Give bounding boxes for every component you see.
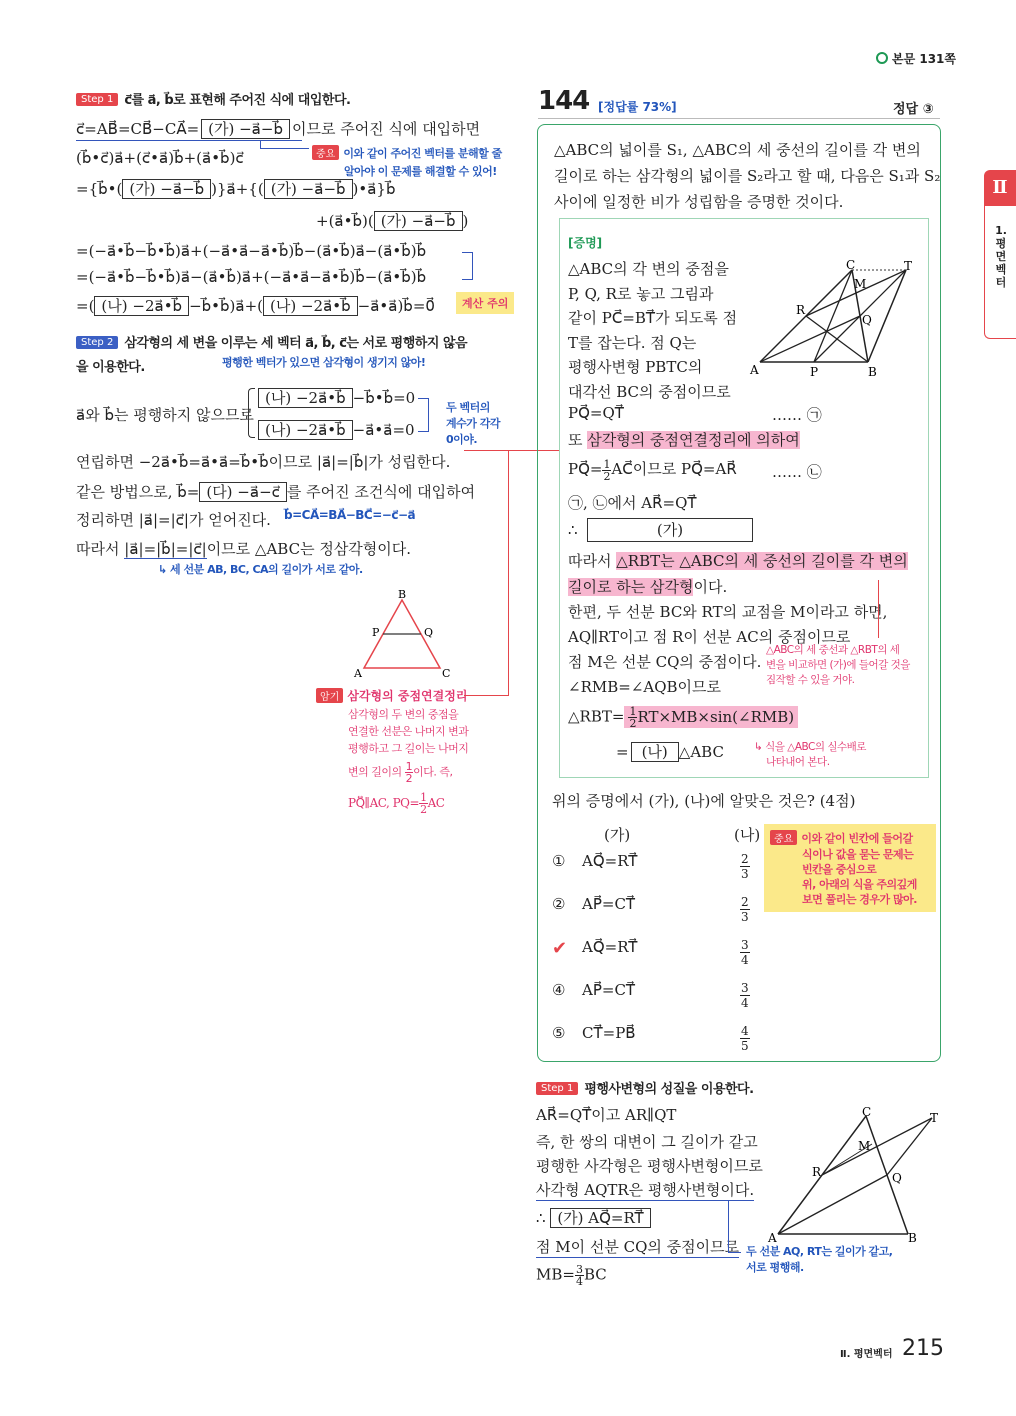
sol-l1: AR⃗=QT⃗이고 AR∥QT [536, 1106, 677, 1124]
memo-half [405, 761, 414, 784]
side-roman-text: Ⅱ [992, 177, 1008, 198]
proof-eq4a: △RBT= [568, 707, 625, 726]
memo-line-4 [348, 761, 516, 784]
label-q: Q [424, 626, 434, 639]
system-bracket [418, 398, 429, 432]
problem-line-3: 사이에 일정한 비가 성립함을 증명한 것이다. [554, 193, 844, 211]
note-compare-2: 변을 비교하면 (가)에 들어갈 것을 [766, 659, 910, 671]
memo-line-2: 연결한 선분은 나머지 변과 [348, 725, 469, 738]
sol-rt [822, 1118, 932, 1175]
proof-p2b: 삼각형의 중점연결정리에 의하여 [587, 431, 800, 449]
fig-r: R [796, 303, 806, 317]
sol-fig-b: B [908, 1231, 917, 1244]
fig-m: M [854, 277, 867, 291]
sol-aq [778, 1175, 887, 1234]
blank-da: (다) −a⃗−c⃗ [199, 482, 287, 502]
eq3-a: ={b⃗•( [76, 180, 123, 198]
sol-step1-tag: Step 1 [536, 1082, 578, 1095]
eq10-a: 같은 방법으로, b⃗= [76, 483, 200, 501]
proof-intro-1: △ABC의 각 변의 중점을 [568, 260, 729, 278]
memo-formula-b: AC [427, 796, 445, 810]
sol-step1 [536, 1078, 754, 1097]
proof-therefore [568, 521, 578, 539]
choice-1-ga: AQ⃗=RT⃗ [582, 852, 638, 870]
choice-1-den: 3 [741, 867, 749, 881]
blank-na-1: (나) −2a⃗•b⃗ [94, 296, 189, 316]
choice-1-na [740, 852, 750, 881]
label-c: C [442, 667, 451, 680]
midpoint-triangle-figure [350, 588, 460, 680]
step2-text: 삼각형의 세 변을 이루는 세 벡터 a⃗, b⃗, c⃗는 서로 평행하지 않음 [124, 336, 468, 351]
seg-aq [760, 316, 860, 362]
choice-3-den: 4 [741, 953, 749, 967]
important-text2: 알아야 이 문제를 해결할 수 있어! [344, 165, 497, 178]
proof-eq2a: PQ⃗= [568, 460, 603, 478]
eq-line-7 [76, 296, 435, 316]
check-icon: ✔ [552, 938, 568, 959]
fig-a: A [750, 363, 759, 377]
eq12-a: 따라서 [76, 540, 120, 558]
memo-connector [464, 450, 509, 696]
fig-t: T [904, 259, 913, 273]
step2-text2: 을 이용한다. [76, 360, 145, 375]
note-coef-2: 계수가 각각 [446, 417, 500, 430]
choice-3[interactable] [552, 938, 772, 967]
problem-line-2: 길이로 하는 삼각형의 넓이를 S₂라고 할 때, 다음은 S₁과 S₂ [554, 167, 941, 185]
sol-step1-text: 평행사변형의 성질을 이용한다. [584, 1082, 754, 1097]
proof-eq4-hl [624, 706, 798, 728]
sol-note [746, 1244, 892, 1276]
eq4-a: +(a⃗•b⃗)( [316, 212, 374, 230]
choice-2-num: ② [552, 895, 566, 913]
note-bca: b⃗=CA⃗=BA⃗−BC⃗=−c⃗−a⃗ [284, 508, 416, 522]
sol-l6a: MB= [536, 1265, 575, 1284]
memo-line-1: 삼각형의 두 변의 중점을 [348, 708, 459, 721]
footer-section: Ⅱ. 평면벡터 [840, 1349, 893, 1360]
choice-1-num: ① [552, 852, 566, 870]
memo-line-4b: 이다. 즉, [413, 765, 453, 779]
eq12-c: 이므로 △ABC는 정삼각형이다. [206, 540, 412, 558]
proof-p2a: 또 [568, 431, 583, 449]
eq-line-5: =(−a⃗•b⃗−b⃗•b⃗)a⃗+(−a⃗•a⃗−a⃗•b⃗)b⃗−(a⃗•b⃗)a⃗−(a⃗•b⃗)b⃗ [76, 242, 427, 260]
therefore-sign: ∴ [568, 521, 578, 539]
sol-qt [887, 1118, 932, 1175]
left-step1 [76, 89, 350, 108]
blank-ga-proof [587, 518, 753, 542]
step1-tag: Step 1 [76, 93, 118, 106]
seg-pc [814, 270, 852, 362]
memo-midpoint-theorem [316, 686, 516, 815]
fig-q: Q [862, 313, 872, 327]
choice-2-den: 3 [741, 910, 749, 924]
choice-2-ga: AP⃗=CT⃗ [582, 895, 636, 913]
sol-l6-num: 3 [575, 1263, 583, 1276]
blank-ga-1: (가) −a⃗−b⃗ [201, 119, 290, 139]
proof-figure [748, 258, 924, 380]
proof-p3-2 [568, 576, 727, 597]
problem-statement [554, 137, 940, 215]
side-roman [984, 170, 1016, 206]
memo-body [348, 706, 516, 815]
system-eq-2 [258, 420, 415, 440]
seg-bt [868, 270, 906, 362]
proof-eq4-den: 2 [629, 717, 637, 730]
eq-line-1 [76, 118, 480, 139]
proof-p2 [568, 429, 800, 450]
important-text1: 이와 같이 주어진 벡터를 분해할 줄 [343, 147, 502, 160]
choice-5-num: ⑤ [552, 1024, 566, 1042]
blank-na-2: (나) −2a⃗•b⃗ [263, 296, 358, 316]
side-chapter-4: 벡 [995, 263, 1007, 276]
note-compare [766, 643, 910, 688]
sol-l6-frac [575, 1264, 584, 1287]
note-coef [446, 400, 500, 448]
question-text: 위의 증명에서 (가), (나)에 알맞은 것은? (4점) [552, 792, 856, 810]
side-chapter-1: 1. [995, 224, 1007, 237]
note-sides-text: 세 선분 AB, BC, CA의 길이가 서로 같아. [170, 563, 363, 576]
fig-b: B [868, 365, 877, 379]
sol-fig-t: T [930, 1111, 939, 1125]
note-coef-1: 두 벡터의 [446, 401, 490, 414]
page-reference-text: 본문 131쪽 [892, 52, 957, 66]
eq-line-11: 정리하면 |a⃗|=|c⃗|가 얻어진다. [76, 511, 271, 529]
sol-l6-den: 4 [575, 1275, 583, 1288]
proof-p3a: 따라서 [568, 552, 612, 570]
proof-p3b: △RBT는 △ABC의 세 중선의 길이를 각 변의 [616, 552, 908, 570]
choice-5[interactable] [552, 1024, 772, 1053]
proof-eq2b: AC⃗이므로 PQ⃗=AR⃗ [611, 460, 737, 478]
step2-tag: Step 2 [76, 336, 118, 349]
sol-ga-box: (가) AQ⃗=RT⃗ [550, 1208, 650, 1228]
fig-c: C [846, 258, 856, 272]
sol-l5: 점 M이 선분 CQ의 중점이므로 [536, 1238, 740, 1256]
choice-4-ga: AP⃗=CT⃗ [582, 981, 636, 999]
choice-5-ga: CT⃗=PB⃗ [582, 1024, 636, 1042]
col-header-na: (나) [734, 826, 761, 844]
note-compare-1: △ABC의 세 중선과 △RBT의 세 [766, 644, 900, 656]
system-brace [248, 388, 255, 438]
choice-2-na [740, 895, 750, 924]
side-chapter-5: 터 [995, 276, 1007, 289]
note-parallel: 평행한 벡터가 있으면 삼각형이 생기지 않아! [222, 356, 426, 369]
page-reference [876, 50, 956, 67]
eq-line-6: =(−a⃗•b⃗−b⃗•b⃗)a⃗−(a⃗•b⃗)a⃗+(−a⃗•a⃗−a⃗•b⃗)b⃗−(a⃗•b⃗)b⃗ [76, 268, 427, 286]
proof-eq2-den: 2 [603, 469, 611, 483]
memo-formula-den: 2 [420, 803, 427, 816]
proof-eq5b: △ABC [678, 743, 724, 761]
note-sides: ↳ 세 선분 AB, BC, CA의 길이가 서로 같아. [158, 563, 363, 576]
proof-eq1-text: PQ⃗=QT⃗ [568, 404, 624, 422]
sol-l6b: BC [583, 1265, 607, 1284]
bracket-swap [462, 252, 473, 280]
proof-intro-2: P, Q, R로 놓고 그림과 [568, 284, 714, 303]
choice-4-na [740, 981, 750, 1010]
side-chapter-2: 평 [995, 237, 1007, 250]
eq7-b: −b⃗•b⃗)a⃗+( [189, 297, 263, 315]
proof-eq2 [568, 458, 737, 482]
note-blank-3: 빈칸을 중심으로 [802, 863, 877, 876]
sol-note-1: 두 선분 AQ, RT는 길이가 같고, [746, 1245, 893, 1258]
choice-4-num-frac: 3 [741, 981, 749, 995]
sol-therefore: ∴ [536, 1209, 546, 1227]
blank-ga-2: (가) −a⃗−b⃗ [122, 179, 211, 199]
col-header-ga: (가) [604, 826, 631, 844]
sol-fig-a: A [768, 1231, 777, 1244]
eq3-b: )}a⃗+{( [211, 180, 264, 198]
solution-figure [764, 1104, 944, 1244]
proof-eq5 [616, 742, 724, 762]
eq7-a: =( [76, 297, 95, 315]
blank-ga-3: (가) −a⃗−b⃗ [264, 179, 353, 199]
note-compare-3: 짐작할 수 있을 거야. [766, 674, 855, 686]
system-eq-1 [258, 388, 415, 408]
proof-p3d: 이다. [693, 578, 728, 596]
proof-intro-4: T를 잡는다. 점 Q는 [568, 333, 697, 352]
eq-line-10 [76, 481, 475, 502]
note-multi-1-text: 식을 △ABC의 실수배로 [765, 741, 866, 753]
sol-l3: 사각형 AQTR은 평행사변형이다. [536, 1181, 755, 1199]
sys1-text: −b⃗•b⃗=0 [352, 389, 416, 407]
proof-intro-5: 평행사변형 PBTC의 [568, 358, 703, 376]
fig-p: P [810, 365, 819, 379]
blank-na-3: (나) −2a⃗•b⃗ [258, 388, 353, 408]
proof-eq2-num-label: …… ㉡ [772, 463, 822, 481]
proof-eq2-num: 1 [603, 457, 611, 471]
sol-fig-q: Q [892, 1171, 902, 1185]
sol-l4 [536, 1208, 651, 1228]
proof-label: [증명] [568, 236, 603, 250]
memo-half-den: 2 [405, 772, 413, 785]
memo-formula-a: PQ⃡∥AC, PQ= [348, 796, 420, 810]
label-b: B [398, 588, 407, 601]
note-blank-rest [802, 847, 936, 907]
eq10-b: 를 주어진 조건식에 대입하여 [286, 483, 476, 501]
note-blank-badge: 중요 [770, 830, 797, 845]
sol-note-2: 서로 평행해. [746, 1261, 804, 1274]
proof-intro-6: 대각선 BC의 중점이므로 [568, 382, 731, 401]
proof-p3 [568, 550, 908, 571]
header-rule [538, 118, 940, 119]
eq-line-8: a⃗와 b⃗는 평행하지 않으므로 [76, 406, 254, 424]
proof-eq1 [568, 404, 624, 422]
note-blank [764, 824, 936, 912]
eq12-b: |a⃗|=|b⃗|=|c⃗| [124, 540, 207, 558]
memo-line-4a: 변의 길이의 [348, 765, 402, 779]
sys2-text: −a⃗•a⃗=0 [352, 421, 415, 439]
eq3-c: )•a⃗}b⃗ [352, 180, 396, 198]
choice-3-na [740, 938, 750, 967]
side-chapter-3: 면 [995, 250, 1007, 263]
proof-intro-3: 같이 PC⃗=BT⃗가 되도록 점 [568, 309, 738, 327]
answer-label: 정답 ③ [893, 102, 934, 117]
choice-1[interactable] [552, 852, 772, 881]
blank-ga-proof-text: (가) [656, 521, 684, 539]
memo-badge: 암기 [316, 688, 343, 703]
memo-line-3: 평행하고 그 길이는 나머지 [348, 742, 469, 755]
proof-intro [568, 257, 737, 404]
sol-l2 [536, 1130, 763, 1178]
arrow-1 [260, 140, 309, 149]
blank-ga-4: (가) −a⃗−b⃗ [374, 211, 463, 231]
eq-line-3 [76, 179, 396, 199]
proof-eq5a: = [616, 743, 629, 761]
left-step2 [76, 332, 467, 351]
note-blank-1: 이와 같이 빈칸에 들어갈 [801, 832, 913, 845]
sol-l2-2: 평행한 사각형은 평행사변형이므로 [536, 1157, 763, 1175]
choice-1-num-frac: 2 [741, 852, 749, 866]
note-blank-2: 식이나 값을 묻는 문제는 [802, 848, 914, 861]
proof-eq1-num: …… ㉠ [772, 406, 822, 424]
eq4-b: ) [462, 212, 469, 230]
circle-icon [876, 52, 888, 64]
problem-number: 144 [538, 86, 590, 116]
choice-5-na [740, 1024, 750, 1053]
problem-line-1: △ABC의 넓이를 S₁, △ABC의 세 중선의 길이를 각 변의 [554, 141, 921, 159]
proof-p4-4: ∠RMB=∠AQB이므로 [568, 678, 722, 696]
choice-5-den: 5 [741, 1039, 749, 1053]
proof-p3c: 길이로 하는 삼각형 [568, 578, 694, 596]
choice-5-num-frac: 4 [741, 1024, 749, 1038]
memo-formula-num: 1 [420, 791, 427, 804]
eq1-b: 이므로 주어진 식에 대입하면 [291, 120, 481, 138]
note-multi-2: 나타내어 본다. [766, 756, 830, 768]
page-number: 215 [902, 1336, 944, 1361]
sol-fig-c: C [862, 1105, 872, 1119]
sol-arrow [728, 1200, 741, 1253]
memo-title: 삼각형의 중점연결정리 [347, 689, 468, 703]
proof-eq3: ㉠, ㉡에서 AR⃗=QT⃗ [568, 494, 697, 512]
correct-rate: [정답률 73%] [598, 100, 677, 114]
choice-4[interactable] [552, 981, 772, 1010]
side-chapter [992, 224, 1010, 289]
note-multi-1: ↳ 식을 △ABC의 실수배로 [754, 741, 866, 753]
memo-formula-frac [419, 792, 428, 815]
note-important [312, 143, 508, 179]
label-a: A [354, 667, 362, 680]
blank-na-4: (나) −2a⃗•b⃗ [258, 420, 353, 440]
blank-na-proof: (나) [631, 742, 679, 762]
proof-p4-3: 점 M은 선분 CQ의 중점이다. [568, 653, 762, 671]
important-badge: 중요 [312, 145, 339, 160]
proof-p4-2: AQ∥RT이고 점 R이 선분 AC의 중점이므로 [568, 628, 851, 646]
compare-arrow [878, 580, 879, 638]
choice-2-num-frac: 2 [741, 895, 749, 909]
label-p: P [372, 626, 380, 639]
memo-half-num: 1 [405, 760, 413, 773]
sol-fig-m: M [858, 1139, 871, 1153]
memo-formula [348, 792, 516, 815]
choice-3-ga: AQ⃗=RT⃗ [582, 938, 638, 956]
eq7-c: −a⃗•a⃗)b⃗=0⃗ [357, 297, 435, 315]
proof-eq4 [568, 706, 798, 729]
sol-l2-1: 즉, 한 쌍의 대변이 그 길이가 같고 [536, 1133, 758, 1151]
choice-2[interactable] [552, 895, 772, 924]
step1-text: c⃗를 a⃗, b⃗로 표현해 주어진 식에 대입한다. [124, 93, 351, 108]
sol-fig-r: R [812, 1165, 822, 1179]
eq-line-2: (b⃗•c⃗)a⃗+(c⃗•a⃗)b⃗+(a⃗•b⃗)c⃗ [76, 149, 244, 167]
eq-line-4 [316, 211, 468, 231]
note-multi [754, 740, 866, 770]
note-calc: 계산 주의 [456, 292, 514, 314]
choice-4-den: 4 [741, 996, 749, 1010]
note-coef-3: 0이야. [446, 433, 478, 446]
proof-eq4b: RT×MB×sin(∠RMB) [637, 707, 795, 726]
eq-line-9: 연립하면 −2a⃗•b⃗=a⃗•a⃗=b⃗•b⃗이므로 |a⃗|=|b⃗|가 성립한다. [76, 453, 451, 471]
proof-p4-1: 한편, 두 선분 BC와 RT의 교점을 M이라고 하면, [568, 603, 888, 621]
sol-l6 [536, 1264, 607, 1287]
note-blank-4: 위, 아래의 식을 주의깊게 [802, 878, 917, 891]
choice-3-num-frac: 3 [741, 938, 749, 952]
note-blank-5: 보면 풀리는 경우가 많아. [802, 893, 917, 906]
choice-4-num: ④ [552, 981, 566, 999]
eq-line-12 [76, 538, 411, 559]
eq1-a: c⃗=AB⃗=CB⃗−CA⃗= [76, 120, 200, 138]
proof-eq4-num: 1 [629, 705, 637, 718]
